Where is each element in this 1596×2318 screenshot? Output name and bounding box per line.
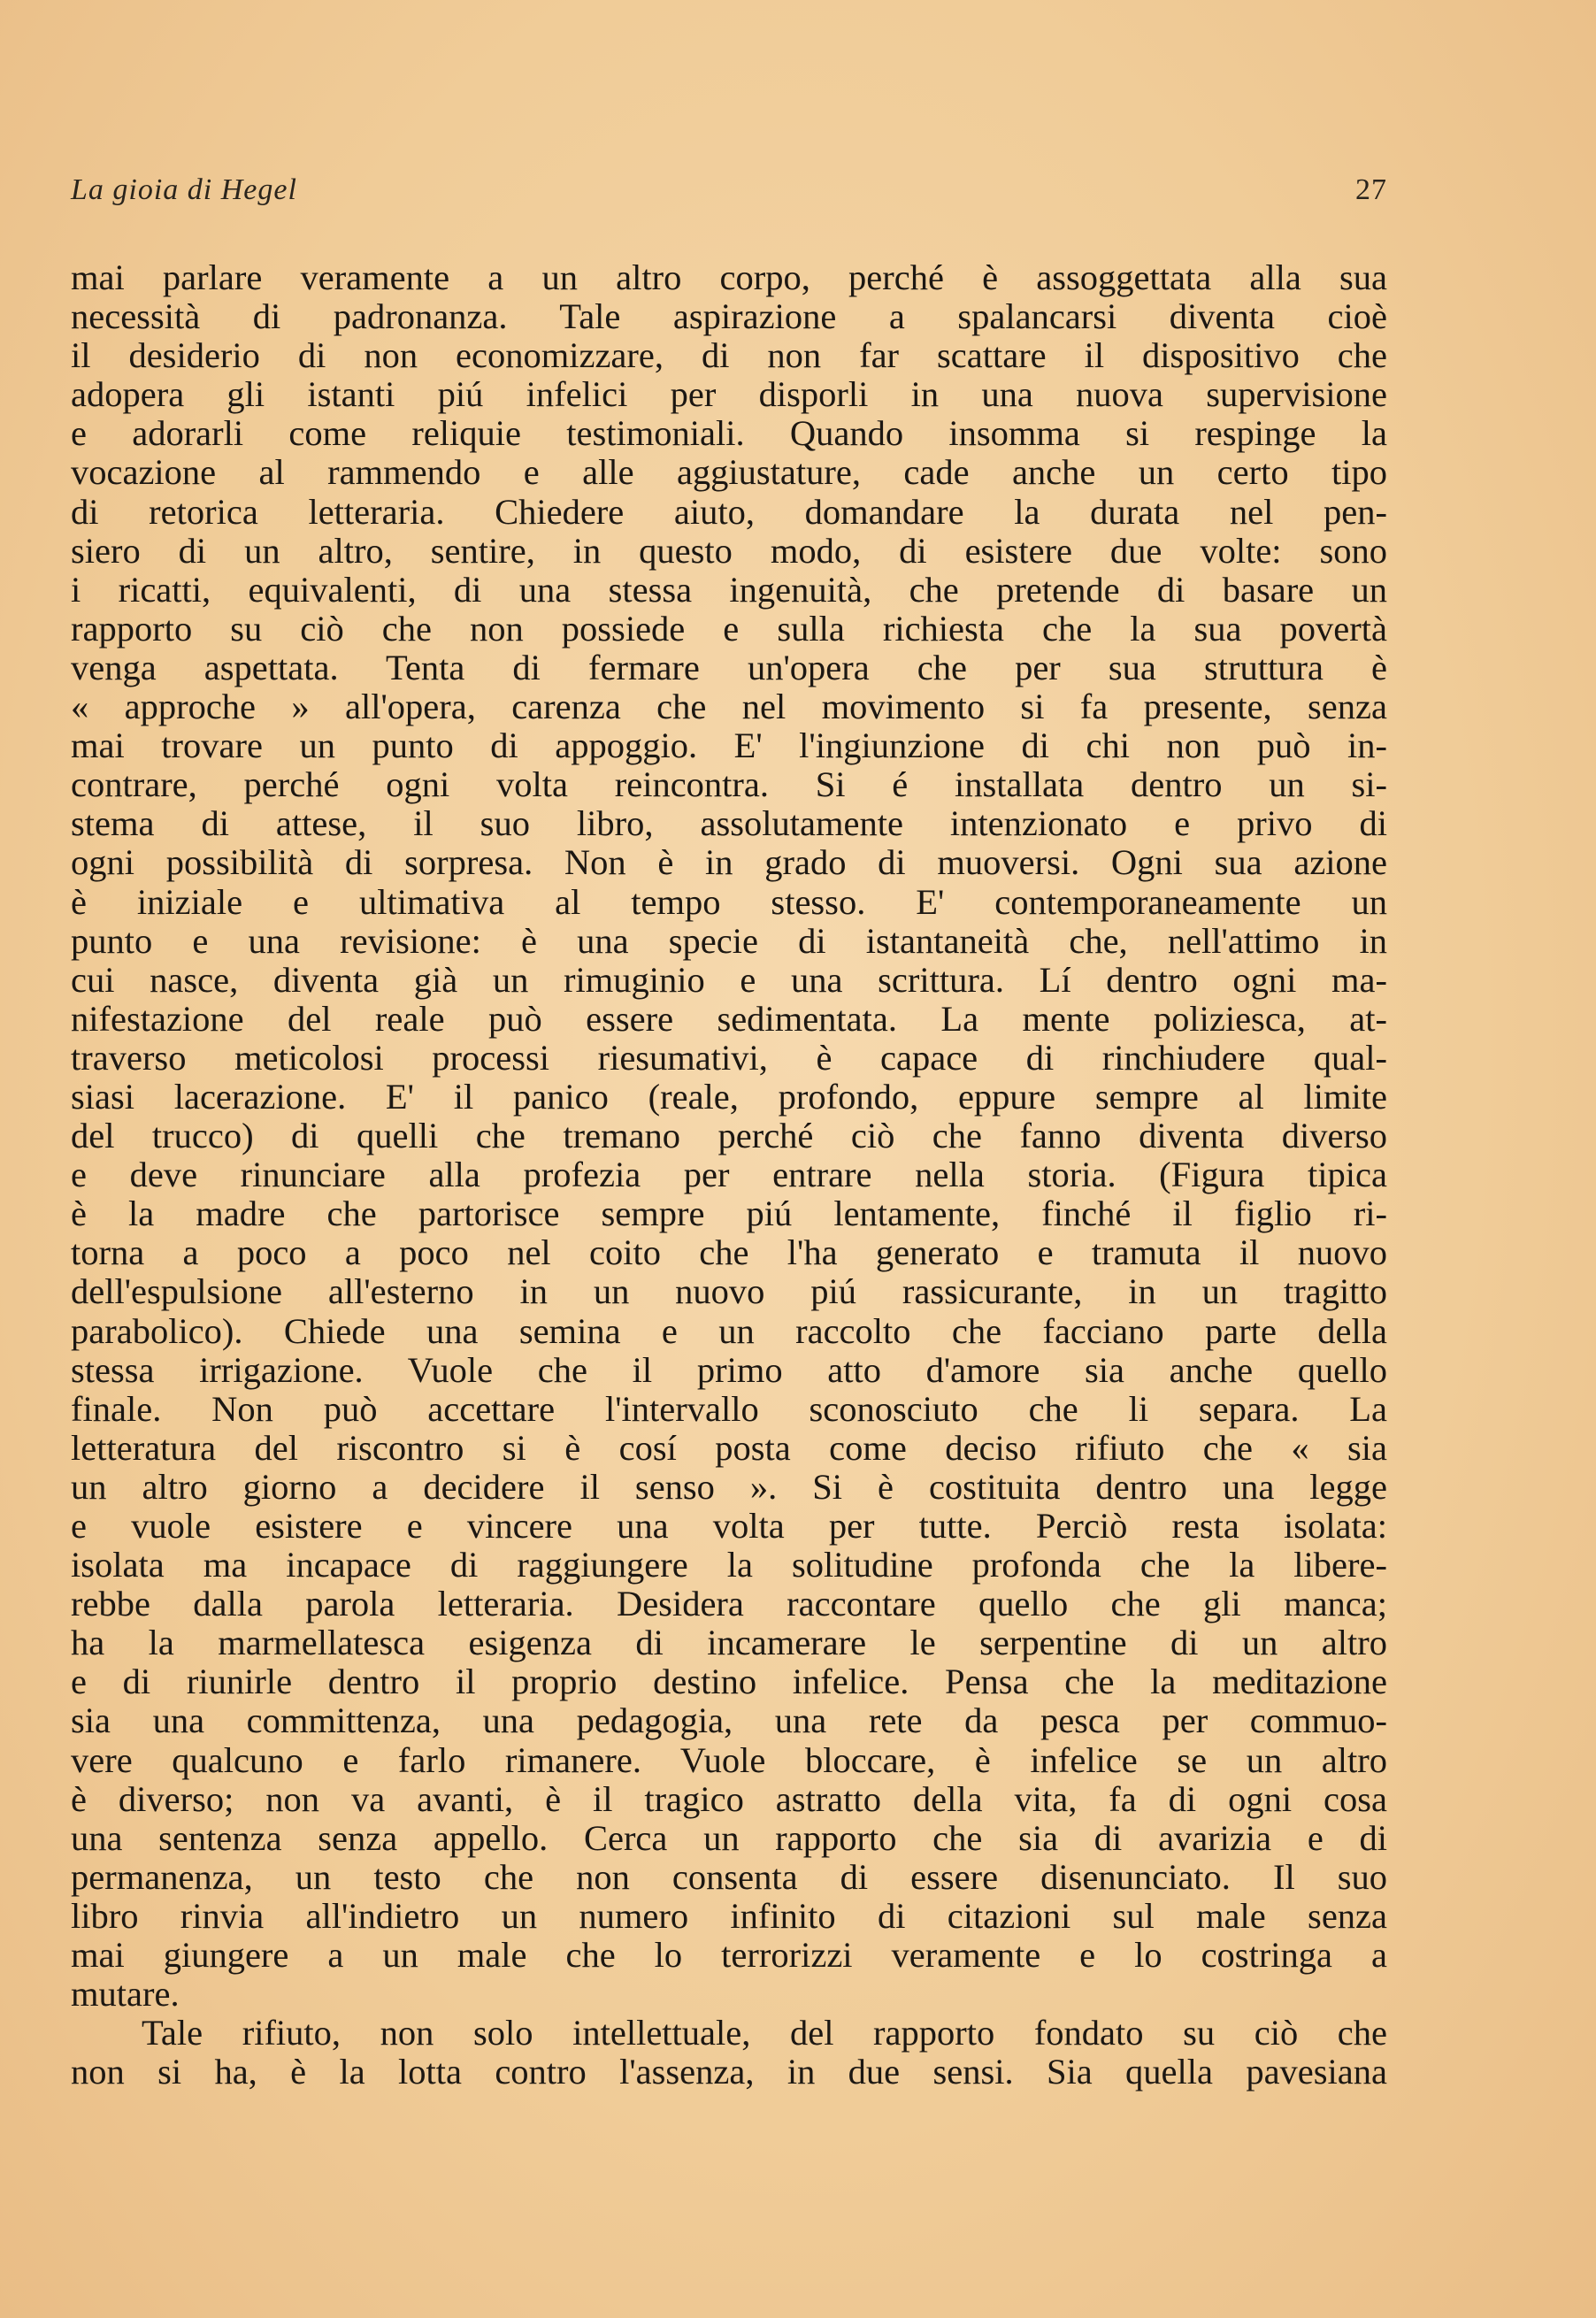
text-line: sia una committenza, una pedagogia, una rete da pesca per commuo- xyxy=(71,1700,1387,1741)
body-text xyxy=(71,258,1387,2092)
text-line: una sentenza senza appello. Cerca un rapporto che sia di avarizia e di xyxy=(71,1817,1387,1858)
text-line: mai parlare veramente a un altro corpo, perché è assoggettata alla sua xyxy=(71,257,1387,297)
text-line: Tale rifiuto, non solo intellettuale, del rapporto fondato su ciò che xyxy=(142,2013,1387,2053)
text-line: i ricatti, equivalenti, di una stessa ingenuità, che pretende di basare un xyxy=(71,569,1387,610)
running-head xyxy=(71,173,1387,207)
running-title: La gioia di Hegel xyxy=(71,173,297,206)
text-line: necessità di padronanza. Tale aspirazione a spalancarsi diventa cioè xyxy=(71,296,1387,337)
text-line: mutare. xyxy=(71,1974,180,2015)
text-line: siero di un altro, sentire, in questo modo, di esistere due volte: sono xyxy=(71,530,1387,571)
text-line: ogni possibilità di sorpresa. Non è in grado di muoversi. Ogni sua azione xyxy=(71,842,1387,883)
text-line: mai trovare un punto di appoggio. E' l'ingiunzione di chi non può in- xyxy=(71,725,1387,766)
text-line: contrare, perché ogni volta reincontra. Si é installata dentro un si- xyxy=(71,764,1387,805)
text-line: traverso meticolosi processi riesumativi, è capace di rinchiudere qual- xyxy=(71,1037,1387,1078)
text-line: è la madre che partorisce sempre piú lentamente, finché il figlio ri- xyxy=(71,1194,1387,1234)
page-number: 27 xyxy=(1355,173,1387,206)
text-line: venga aspettata. Tenta di fermare un'opera che per sua struttura è xyxy=(71,647,1387,687)
text-line: il desiderio di non economizzare, di non far scattare il dispositivo che xyxy=(71,335,1387,376)
text-line: adopera gli istanti piú infelici per disporli in una nuova supervisione xyxy=(71,374,1387,415)
text-line: « approche » all'opera, carenza che nel movimento si fa presente, senza xyxy=(71,687,1387,727)
text-line: rebbe dalla parola letteraria. Desidera raccontare quello che gli manca; xyxy=(71,1584,1387,1624)
text-line: letteratura del riscontro si è cosí posta come deciso rifiuto che « sia xyxy=(71,1427,1387,1468)
text-line: vocazione al rammendo e alle aggiustature, cade anche un certo tipo xyxy=(71,452,1387,493)
text-line: libro rinvia all'indietro un numero infinito di citazioni sul male senza xyxy=(71,1895,1387,1936)
text-line: è iniziale e ultimativa al tempo stesso. E' contemporaneamente un xyxy=(71,881,1387,922)
text-line: parabolico). Chiede una semina e un raccolto che facciano parte della xyxy=(71,1310,1387,1351)
text-line: un altro giorno a decidere il senso ». Si è costituita dentro una legge xyxy=(71,1466,1387,1507)
text-line: di retorica letteraria. Chiedere aiuto, domandare la durata nel pen- xyxy=(71,491,1387,532)
text-line: e deve rinunciare alla profezia per entrare nella storia. (Figura tipica xyxy=(71,1155,1387,1195)
text-line: e adorarli come reliquie testimoniali. Quando insomma si respinge la xyxy=(71,413,1387,454)
text-line: rapporto su ciò che non possiede e sulla richiesta che la sua povertà xyxy=(71,608,1387,649)
text-line: del trucco) di quelli che tremano perché ciò che fanno diventa diverso xyxy=(71,1116,1387,1156)
text-line: isolata ma incapace di raggiungere la solitudine profonda che la libere- xyxy=(71,1545,1387,1585)
text-line: stessa irrigazione. Vuole che il primo atto d'amore sia anche quello xyxy=(71,1349,1387,1390)
text-line: dell'espulsione all'esterno in un nuovo piú rassicurante, in un tragitto xyxy=(71,1271,1387,1312)
text-line: non si ha, è la lotta contro l'assenza, in due sensi. Sia quella pavesiana xyxy=(71,2052,1387,2092)
text-line: permanenza, un testo che non consenta di essere disenunciato. Il suo xyxy=(71,1856,1387,1897)
text-line: nifestazione del reale può essere sedimentata. La mente poliziesca, at- xyxy=(71,998,1387,1039)
text-line: cui nasce, diventa già un rimuginio e una scrittura. Lí dentro ogni ma- xyxy=(71,959,1387,1000)
text-line: torna a poco a poco nel coito che l'ha generato e tramuta il nuovo xyxy=(71,1232,1387,1273)
text-line: e vuole esistere e vincere una volta per tutte. Perciò resta isolata: xyxy=(71,1506,1387,1546)
text-line: vere qualcuno e farlo rimanere. Vuole bloccare, è infelice se un altro xyxy=(71,1739,1387,1780)
text-line: stema di attese, il suo libro, assolutamente intenzionato e privo di xyxy=(71,803,1387,844)
text-line: è diverso; non va avanti, è il tragico astratto della vita, fa di ogni cosa xyxy=(71,1778,1387,1819)
text-line: finale. Non può accettare l'intervallo sconosciuto che li separa. La xyxy=(71,1388,1387,1429)
text-line: e di riunirle dentro il proprio destino infelice. Pensa che la meditazione xyxy=(71,1662,1387,1702)
text-line: siasi lacerazione. E' il panico (reale, profondo, eppure sempre al limite xyxy=(71,1076,1387,1117)
text-line: ha la marmellatesca esigenza di incamerare le serpentine di un altro xyxy=(71,1623,1387,1663)
text-line: mai giungere a un male che lo terrorizzi veramente e lo costringa a xyxy=(71,1935,1387,1976)
text-line: punto e una revisione: è una specie di istantaneità che, nell'attimo in xyxy=(71,920,1387,961)
